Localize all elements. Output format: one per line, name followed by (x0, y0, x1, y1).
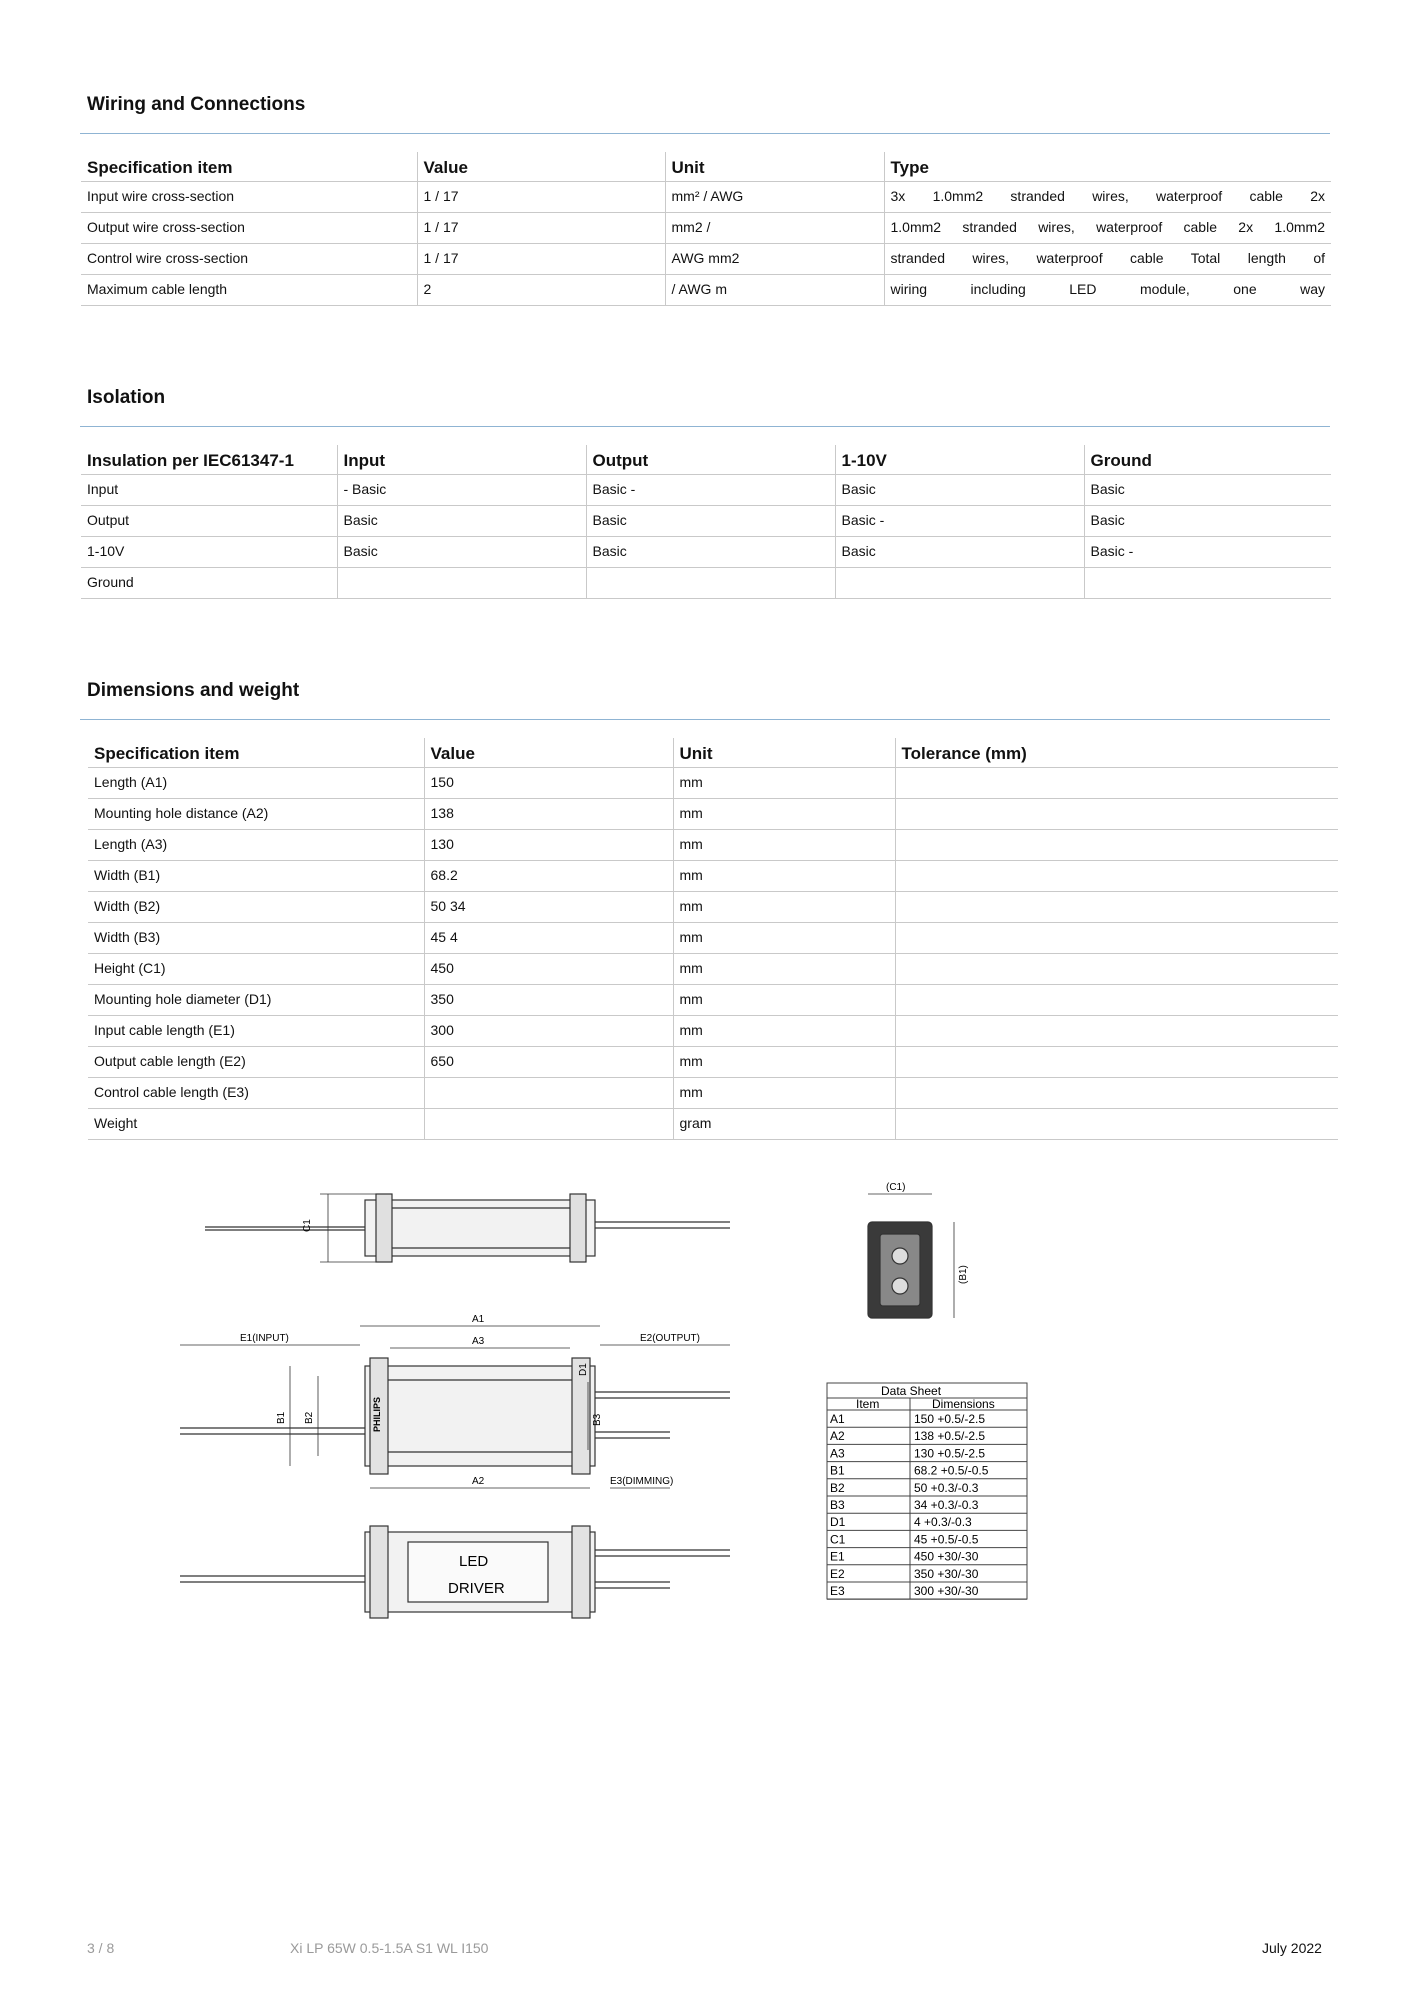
dimensions-cell: mm (673, 1078, 895, 1109)
datasheet-item: E2 (830, 1566, 845, 1581)
dim-label-c1: C1 (302, 1219, 313, 1232)
isolation-cell: Basic (835, 475, 1084, 506)
wiring-cell: 1.0mm2 stranded wires, waterproof cable 2x 1.0mm2 (884, 213, 1331, 244)
table-row (88, 1047, 1338, 1078)
isolation-cell: Basic (835, 537, 1084, 568)
dimensions-cell: Weight (88, 1109, 424, 1140)
bottom-view-drawing (180, 1526, 730, 1618)
wiring-cell: 1 / 17 (417, 182, 665, 213)
table-row (81, 275, 1331, 306)
wiring-cell: 1 / 17 (417, 244, 665, 275)
dimensions-cell: 650 (424, 1047, 673, 1078)
dim-label-b2: B2 (304, 1411, 315, 1424)
dimensions-cell (895, 954, 1338, 985)
wiring-cell: AWG mm2 (665, 244, 884, 275)
datasheet-dimension: 130 +0.5/-2.5 (914, 1446, 986, 1461)
isolation-header-row (81, 445, 1331, 475)
dimensions-cell (895, 1078, 1338, 1109)
dimensions-header-cell: Unit (673, 738, 895, 768)
datasheet-item: D1 (830, 1515, 846, 1530)
isolation-table (81, 445, 1331, 599)
dim-label-end-b1: (B1) (958, 1265, 969, 1284)
isolation-cell: Basic (586, 537, 835, 568)
isolation-divider (80, 426, 1330, 427)
datasheet-dimension: 50 +0.3/-0.3 (914, 1480, 979, 1495)
dimensions-cell (895, 1109, 1338, 1140)
datasheet-dimension: 450 +30/-30 (914, 1549, 979, 1564)
isolation-header-cell: Input (337, 445, 586, 475)
driver-label: DRIVER (448, 1580, 505, 1597)
table-row (88, 923, 1338, 954)
table-row (88, 1078, 1338, 1109)
isolation-cell: Basic - (586, 475, 835, 506)
dimensions-cell: mm (673, 1016, 895, 1047)
dimensions-cell: Length (A1) (88, 768, 424, 799)
dimensions-cell (895, 923, 1338, 954)
dim-label-end-c1: (C1) (886, 1182, 906, 1193)
wiring-cell: Control wire cross-section (81, 244, 417, 275)
table-row (88, 1016, 1338, 1047)
dimensions-cell: 300 (424, 1016, 673, 1047)
dimensions-header-cell: Specification item (88, 738, 424, 768)
dimensions-cell: Height (C1) (88, 954, 424, 985)
dimensions-cell: Mounting hole distance (A2) (88, 799, 424, 830)
dimensions-cell: 150 (424, 768, 673, 799)
dimensions-cell: Width (B3) (88, 923, 424, 954)
datasheet-item: A3 (830, 1446, 845, 1461)
table-row (88, 985, 1338, 1016)
dimensions-cell (895, 830, 1338, 861)
dimensions-cell: mm (673, 985, 895, 1016)
datasheet-col-dim: Dimensions (932, 1397, 995, 1411)
dimensions-cell: 138 (424, 799, 673, 830)
wiring-cell: 3x 1.0mm2 stranded wires, waterproof cable 2x (884, 182, 1331, 213)
dimensions-table (88, 738, 1338, 1140)
dimensions-cell (895, 892, 1338, 923)
dimensions-cell: Output cable length (E2) (88, 1047, 424, 1078)
datasheet-item: A1 (830, 1412, 845, 1426)
dimensions-header-cell: Tolerance (mm) (895, 738, 1338, 768)
dimensions-cell: Mounting hole diameter (D1) (88, 985, 424, 1016)
isolation-header-cell: Output (586, 445, 835, 475)
isolation-cell: Basic (586, 506, 835, 537)
dimensions-cell (895, 861, 1338, 892)
isolation-cell (337, 568, 586, 599)
wiring-header-row (81, 152, 1331, 182)
dimensions-cell: 45 4 (424, 923, 673, 954)
dimensions-cell (424, 1109, 673, 1140)
dim-label-a2: A2 (472, 1476, 485, 1487)
table-row (88, 799, 1338, 830)
wiring-cell: / AWG m (665, 275, 884, 306)
wiring-header-cell: Unit (665, 152, 884, 182)
datasheet-dimension: 45 +0.5/-0.5 (914, 1532, 979, 1547)
wiring-table (81, 152, 1331, 306)
dimensions-divider (80, 719, 1330, 720)
dimensions-cell (895, 985, 1338, 1016)
isolation-cell: Ground (81, 568, 337, 599)
isolation-cell: - Basic (337, 475, 586, 506)
dimensions-cell: mm (673, 768, 895, 799)
dim-label-b1: B1 (276, 1411, 287, 1424)
datasheet-dimension: 300 +30/-30 (914, 1584, 979, 1598)
datasheet-item: B2 (830, 1480, 845, 1495)
dimensions-cell: 350 (424, 985, 673, 1016)
dim-label-e1: E1(INPUT) (240, 1333, 289, 1344)
table-row (88, 830, 1338, 861)
dimensions-cell: mm (673, 923, 895, 954)
datasheet-item: E1 (830, 1549, 845, 1564)
datasheet-dimension: 150 +0.5/-2.5 (914, 1412, 986, 1426)
dimensions-cell: 68.2 (424, 861, 673, 892)
brand-label-top: PHILIPS (372, 1396, 382, 1432)
end-view-drawing (868, 1194, 954, 1318)
side-view-drawing (205, 1194, 730, 1262)
wiring-header-cell: Specification item (81, 152, 417, 182)
datasheet-item: E3 (830, 1584, 845, 1598)
table-row (81, 182, 1331, 213)
table-row (81, 568, 1331, 599)
footer-date: July 2022 (1262, 1940, 1322, 1956)
table-row (81, 213, 1331, 244)
datasheet-title: Data Sheet (881, 1384, 942, 1398)
isolation-cell (586, 568, 835, 599)
datasheet-item: C1 (830, 1532, 846, 1547)
dimensions-cell: mm (673, 954, 895, 985)
isolation-header-cell: Insulation per IEC61347-1 (81, 445, 337, 475)
datasheet-dimension: 4 +0.3/-0.3 (914, 1515, 972, 1530)
wiring-cell: Input wire cross-section (81, 182, 417, 213)
dimensions-cell: gram (673, 1109, 895, 1140)
isolation-header-cell: 1-10V (835, 445, 1084, 475)
dimensions-cell: Control cable length (E3) (88, 1078, 424, 1109)
isolation-header-cell: Ground (1084, 445, 1331, 475)
footer-page-number: 3 / 8 (87, 1940, 115, 1956)
dimensions-cell: Width (B1) (88, 861, 424, 892)
dimensions-cell: mm (673, 799, 895, 830)
dim-label-a1: A1 (472, 1314, 485, 1325)
datasheet-dimension: 350 +30/-30 (914, 1566, 979, 1581)
wiring-cell: wiring including LED module, one way (884, 275, 1331, 306)
dimensions-cell (895, 768, 1338, 799)
isolation-cell: Basic (1084, 475, 1331, 506)
table-row (81, 475, 1331, 506)
isolation-cell: Input (81, 475, 337, 506)
isolation-section-title: Isolation (87, 387, 166, 408)
isolation-cell: Basic (337, 506, 586, 537)
table-row (81, 537, 1331, 568)
dimensions-section-title: Dimensions and weight (87, 680, 300, 701)
wiring-cell: stranded wires, waterproof cable Total length of (884, 244, 1331, 275)
footer-product-name: Xi LP 65W 0.5-1.5A S1 WL I150 (290, 1940, 489, 1956)
dim-label-d1: D1 (578, 1363, 589, 1376)
dimensions-cell: mm (673, 1047, 895, 1078)
datasheet-item: A2 (830, 1429, 845, 1444)
dimensions-cell (895, 1047, 1338, 1078)
table-row (81, 244, 1331, 275)
top-view-drawing (180, 1326, 730, 1488)
dimensions-cell (895, 799, 1338, 830)
isolation-cell: Basic (1084, 506, 1331, 537)
table-row (88, 1109, 1338, 1140)
dim-label-b3: B3 (592, 1413, 603, 1426)
datasheet-dimension: 68.2 +0.5/-0.5 (914, 1463, 989, 1478)
wiring-cell: mm2 / (665, 213, 884, 244)
datasheet-item: B1 (830, 1463, 845, 1478)
dimensions-cell: 50 34 (424, 892, 673, 923)
datasheet-table (826, 1382, 1028, 1602)
isolation-cell: Basic (337, 537, 586, 568)
dimensions-cell: 130 (424, 830, 673, 861)
dimensions-header-row (88, 738, 1338, 768)
isolation-cell (835, 568, 1084, 599)
dimensions-cell: mm (673, 830, 895, 861)
dimensions-cell: Length (A3) (88, 830, 424, 861)
dimensions-cell (895, 1016, 1338, 1047)
datasheet-item: B3 (830, 1498, 845, 1512)
dimensions-cell: mm (673, 892, 895, 923)
datasheet-dimension: 138 +0.5/-2.5 (914, 1429, 986, 1444)
table-row (88, 954, 1338, 985)
isolation-cell: Output (81, 506, 337, 537)
wiring-cell: Output wire cross-section (81, 213, 417, 244)
datasheet-col-item: Item (856, 1397, 880, 1411)
wiring-cell: 2 (417, 275, 665, 306)
wiring-cell: 1 / 17 (417, 213, 665, 244)
dimensions-cell: Input cable length (E1) (88, 1016, 424, 1047)
dim-label-e3: E3(DIMMING) (610, 1476, 674, 1487)
dimensions-cell: Width (B2) (88, 892, 424, 923)
wiring-header-cell: Type (884, 152, 1331, 182)
isolation-cell: Basic - (1084, 537, 1331, 568)
table-row (81, 506, 1331, 537)
isolation-cell (1084, 568, 1331, 599)
table-row (88, 861, 1338, 892)
table-row (88, 768, 1338, 799)
dim-label-e2: E2(OUTPUT) (640, 1333, 700, 1344)
wiring-cell: mm² / AWG (665, 182, 884, 213)
dimensions-cell: 450 (424, 954, 673, 985)
table-row (88, 892, 1338, 923)
isolation-cell: 1-10V (81, 537, 337, 568)
dimensions-cell (424, 1078, 673, 1109)
wiring-section-title: Wiring and Connections (87, 94, 306, 115)
datasheet-dimension: 34 +0.3/-0.3 (914, 1498, 979, 1512)
dim-label-a3: A3 (472, 1336, 485, 1347)
wiring-cell: Maximum cable length (81, 275, 417, 306)
led-label: LED (459, 1553, 489, 1570)
isolation-cell: Basic - (835, 506, 1084, 537)
wiring-divider (80, 133, 1330, 134)
dimensions-header-cell: Value (424, 738, 673, 768)
wiring-header-cell: Value (417, 152, 665, 182)
dimensions-cell: mm (673, 861, 895, 892)
